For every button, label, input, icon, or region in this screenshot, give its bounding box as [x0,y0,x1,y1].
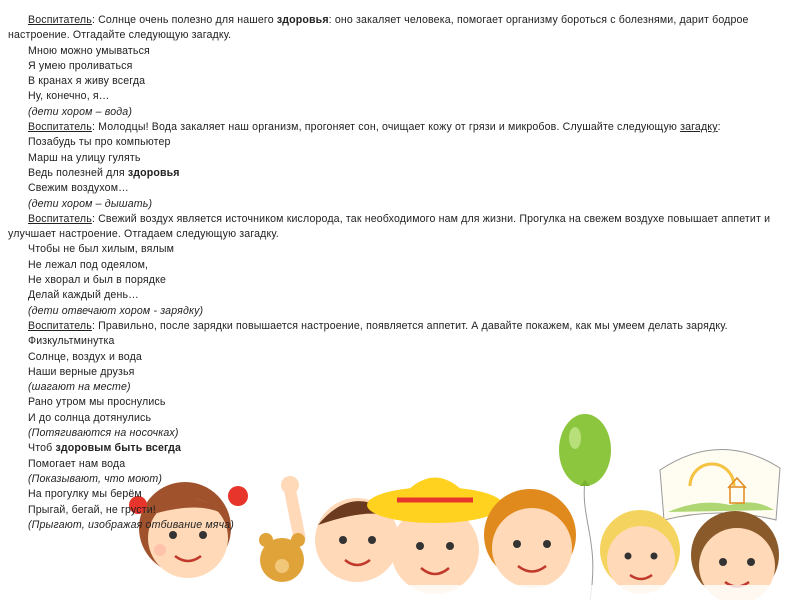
teacher-paragraph [8,120,788,135]
verse-line [8,258,788,273]
text-span: (дети отвечают хором - зарядку) [28,304,204,317]
text-span: (Прыгают, изображая отбивание мяча) [28,518,234,531]
answer-line [8,472,788,487]
document-text [8,13,788,533]
text-span: Физкультминутка [28,335,115,348]
text-span: Наши верные друзья [28,365,135,378]
verse-line [8,441,788,456]
text-span: : [717,121,721,134]
speaker-label: Воспитатель [28,212,92,225]
verse-line [8,487,788,502]
text-span: Помогает нам вода [28,457,126,470]
verse-line [8,411,788,426]
verse-line [8,273,788,288]
text-span: (дети хором – дышать) [28,197,153,210]
verse-line [8,166,788,181]
verse-line [8,350,788,365]
verse-line [8,365,788,380]
text-span: : Молодцы! Вода закаляет наш организм, прогоняет сон, очищает кожу от грязи и микробов. Слушайте следующую [91,121,681,134]
text-span: Ну, конечно, я… [28,90,110,103]
speaker-label: Воспитатель [28,319,92,332]
teacher-paragraph [8,212,788,243]
text-span: Свежим воздухом… [28,182,129,195]
text-span: Позабудь ты про компьютер [28,136,171,149]
verse-line [8,151,788,166]
answer-line [8,426,788,441]
verse-line [8,457,788,472]
bold-text: здоровья [127,166,180,179]
text-span: Делай каждый день… [28,289,139,302]
text-span: Чтоб [28,442,56,455]
text-span: (Показывают, что моют) [28,472,163,485]
text-span: Мною можно умываться [28,44,150,57]
answer-line [8,197,788,212]
answer-line [8,518,788,533]
text-span: Не лежал под одеялом, [28,258,149,271]
text-span: : Солнце очень полезно для нашего [91,14,277,26]
text-span: : Правильно, после зарядки повышается настроение, появляется аппетит. А давайте покажем, как мы умеем делать зарядку. [91,319,728,332]
verse-line [8,503,788,518]
verse-line [8,135,788,150]
verse-line [8,395,788,410]
verse-line [8,74,788,89]
text-span: : Свежий воздух является источником кислорода, так необходимого нам для жизни. Прогулка на свежем воздухе повышает аппетит и улучшает настроение. Отгадаем следующую загадку. [8,212,771,241]
bold-text: здоровым быть всегда [55,442,182,455]
text-span: Не хворал и был в порядке [28,274,167,287]
verse-line [8,288,788,303]
text-span: Ведь полезней для [28,166,128,179]
answer-line [8,380,788,395]
text-span: (шагают на месте) [28,381,131,394]
text-span: Прыгай, бегай, не грусти! [28,503,156,516]
underlined-text: загадку [680,121,718,134]
verse-line [8,89,788,104]
bold-text: здоровья [276,14,329,26]
text-span: (дети хором – вода) [28,105,133,118]
text-span: Я умею проливаться [28,59,133,72]
speaker-label: Воспитатель [28,14,92,26]
teacher-paragraph [8,319,788,334]
text-span: В кранах я живу всегда [28,75,146,88]
text-span: Чтобы не был хилым, вялым [28,243,175,256]
verse-line [8,334,788,349]
text-span: Солнце, воздух и вода [28,350,142,363]
text-span: На прогулку мы берём [28,488,142,501]
teacher-paragraph [8,13,788,44]
text-span: (Потягиваются на носочках) [28,427,179,440]
text-span: : оно закаляет человека, помогает организму бороться с болезнями, дарит бодрое настроение. Отгадайте следующую загадку. [8,14,749,42]
verse-line [8,242,788,257]
text-span: И до солнца дотянулись [28,411,152,424]
verse-line [8,44,788,59]
answer-line [8,105,788,120]
verse-line [8,59,788,74]
teddy-bear [259,533,305,582]
answer-line [8,304,788,319]
verse-line [8,181,788,196]
text-span: Марш на улицу гулять [28,151,141,164]
text-span: Рано утром мы проснулись [28,396,166,409]
speaker-label: Воспитатель [28,121,92,134]
